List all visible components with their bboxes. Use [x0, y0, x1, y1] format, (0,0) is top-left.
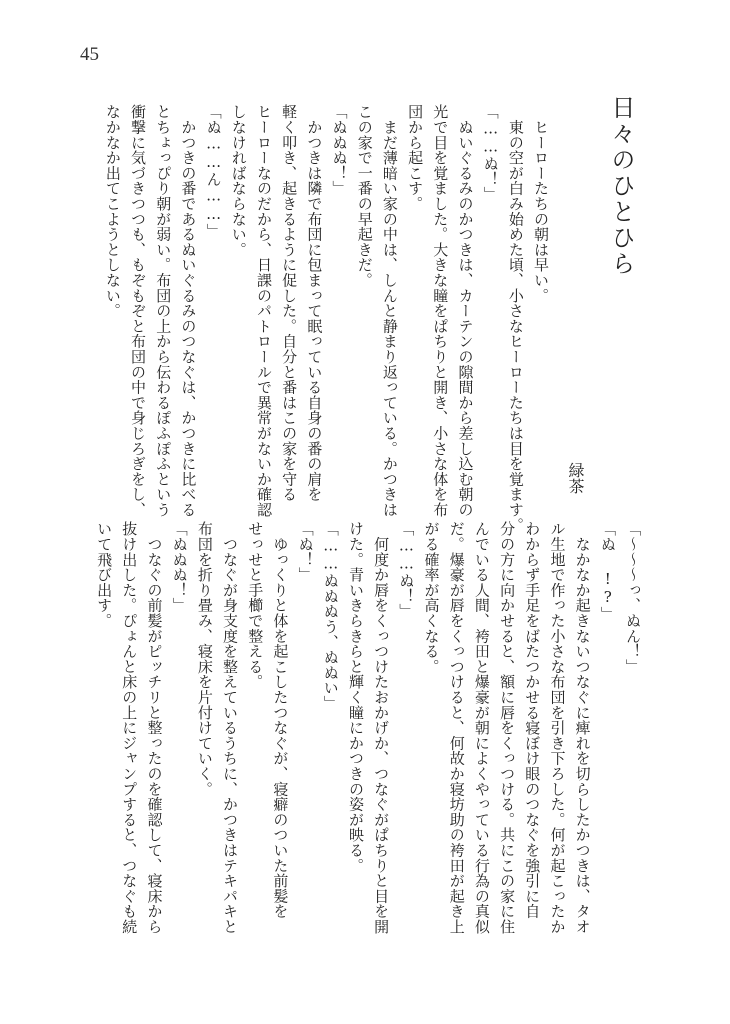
- text-column: 布団を折り畳み、寝床を片付けていく。: [195, 521, 214, 797]
- text-column: かつきの番であるぬいぐるみのつなぐは、かつきに比べる: [179, 104, 198, 518]
- text-column: せっせと手櫛で整える。: [246, 521, 265, 690]
- text-column: 分の方に向かせると、額に唇をくっつける。共にこの家に住: [498, 521, 517, 935]
- text-column: 衝撃に気づきつつも、もぞもぞと布団の中で身じろぎをし、: [129, 104, 147, 518]
- text-column: んでいる人間、袴田と爆豪が朝によくやっている行為の真似: [472, 521, 491, 935]
- text-column: ゆっくりと体を起こしたつなぐが、寝癖のついた前髪を: [271, 521, 290, 919]
- text-column: 軽く叩き、起きるように促した。自分と番はこの家を守る: [280, 104, 299, 502]
- text-column: つなぐの前髪がピッチリと整ったのを確認して、寝床から: [145, 521, 164, 935]
- text-column: ル生地で作った小さな布団を引き下ろした。何が起こったか: [548, 521, 567, 935]
- story-title: 日々のひとひら: [607, 95, 635, 277]
- text-column: かつきは隣で布団に包まって眠っている自身の番の肩を: [305, 104, 324, 502]
- text-column: ヒーローたちの朝は早い。: [532, 104, 550, 303]
- text-column: 「ぬぬぬ！」: [170, 521, 189, 613]
- page-number: 45: [80, 44, 99, 65]
- text-column: この家で一番の早起きだ。: [355, 104, 374, 288]
- text-column: 「……ぬ！」: [481, 104, 500, 202]
- text-column: 「……ぬぬぬう、ぬぬい」: [321, 521, 340, 711]
- text-column: いて飛び出す。: [95, 521, 114, 629]
- text-column: 東の空が白み始めた頃、小さなヒーローたちは目を覚ます。: [506, 104, 525, 533]
- text-column: なかなか起きないつなぐに痺れを切らしたかつきは、タオ: [573, 521, 592, 935]
- upper-text-block: [100, 104, 553, 532]
- text-column: だ。爆豪が唇をくっつけると、何故か寝坊助の袴田が起き上: [447, 521, 466, 935]
- text-column: 「～～～っ、ぬん！」: [624, 521, 642, 674]
- text-column: 抜け出した。ぴょんと床の上にジャンプすると、つなぐも続: [120, 521, 139, 935]
- text-column: まだ薄暗い家の中は、しんと静まり返っている。かつきは: [380, 104, 399, 518]
- text-column: わからず手足をばたつかせる寝ぼけ眼のつなぐを強引に自: [523, 521, 542, 919]
- text-column: 「……ぬ！」: [397, 521, 416, 619]
- text-column: 「ぬぬぬ！」: [330, 104, 349, 196]
- text-column: とちょっぴり朝が弱い。布団の上から伝わるぽふぽふという: [154, 104, 173, 518]
- text-column: 「ぬ！」: [296, 521, 315, 583]
- text-column: しなければならない。: [229, 104, 248, 257]
- text-column: つなぐが身支度を整えているうちに、かつきはテキパキと: [221, 521, 239, 935]
- text-column: がる確率が高くなる。: [422, 521, 441, 674]
- text-column: 「ぬ !?」: [598, 521, 617, 622]
- text-column: ヒーローなのだから、日課のパトロールで異常がないか確認: [254, 104, 273, 518]
- author-name: 緑茶: [566, 462, 585, 494]
- text-column: けた。青いきらきらと輝く瞳にかつきの姿が映る。: [346, 521, 365, 873]
- lower-text-block: [91, 521, 645, 934]
- text-column: 光で目を覚ました。大きな瞳をぱちりと開き、小さな体を布: [431, 104, 450, 518]
- text-column: 団から起こす。: [406, 104, 425, 212]
- text-column: 「ぬ……ん……」: [204, 104, 223, 239]
- text-column: 何度か唇をくっつけたおかげか、つなぐがぱちりと目を開: [372, 521, 391, 935]
- text-column: ぬいぐるみのかつきは、カーテンの隙間から差し込む朝の: [456, 104, 475, 518]
- text-column: なかなか出てこようとしない。: [103, 104, 122, 319]
